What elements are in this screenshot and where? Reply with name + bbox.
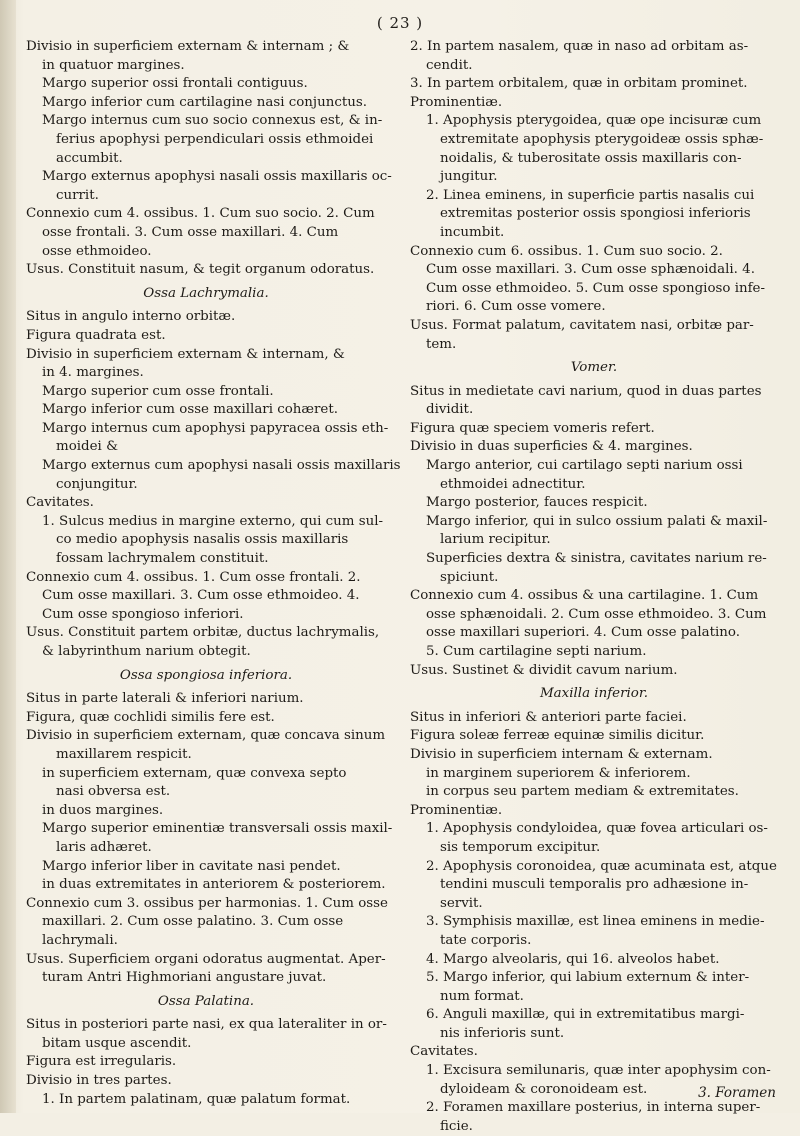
text-line: tendini musculi temporalis pro adhæsione in- xyxy=(440,877,749,893)
text-line: moidei & xyxy=(56,439,118,455)
text-line: Margo internus cum suo socio connexus est, & in- xyxy=(42,113,383,129)
text-line: co medio apophysis nasalis ossis maxillaris xyxy=(56,532,349,548)
text-line: Margo superior ossi frontali contiguus. xyxy=(42,76,308,92)
text-line: 2. In partem nasalem, quæ in naso ad orbitam as- xyxy=(410,39,749,54)
text-line: servit. xyxy=(440,895,483,911)
text-line: Divisio in superficiem externam & internam ; & xyxy=(26,39,350,54)
text-line: Margo inferior liber in cavitate nasi pendet. xyxy=(42,858,341,874)
text-line: Margo inferior cum cartilagine nasi conjunctus. xyxy=(42,94,367,110)
text-line: Prominentiæ. xyxy=(410,94,503,110)
text-line: Usus. Sustinet & dividit cavum narium. xyxy=(410,662,678,678)
text-line: in marginem superiorem & inferiorem. xyxy=(426,765,691,781)
text-line: Figura quæ speciem vomeris refert. xyxy=(410,420,655,436)
text-line: ficie. xyxy=(440,1118,473,1134)
text-line: turam Antri Highmoriani angustare juvat. xyxy=(42,970,327,986)
page-number: ( 23 ) xyxy=(376,14,424,32)
text-line: cendit. xyxy=(426,57,473,73)
text-line: Margo internus cum apophysi papyracea ossis eth- xyxy=(42,420,389,436)
left-column xyxy=(26,38,401,1109)
text-line: 1. Apophysis pterygoidea, quæ ope incisuræ cum xyxy=(426,113,762,129)
text-line: lachrymali. xyxy=(42,932,118,948)
text-line: 1. Sulcus medius in margine externo, qui cum sul- xyxy=(42,513,383,529)
text-line: Situs in parte laterali & inferiori narium. xyxy=(26,691,304,707)
text-line: osse ethmoideo. xyxy=(42,243,152,259)
catchword xyxy=(698,1085,776,1101)
text-line: incumbit. xyxy=(440,224,505,240)
text-line: Situs in posteriori parte nasi, ex qua lateraliter in or- xyxy=(26,1017,387,1033)
text-line: Situs in angulo interno orbitæ. xyxy=(26,309,236,325)
text-line: jungitur. xyxy=(440,169,498,185)
text-line: fossam lachrymalem constituit. xyxy=(56,551,269,567)
text-line: Usus. Constituit nasum, & tegit organum odoratus. xyxy=(26,262,375,278)
text-line: 2. Apophysis coronoidea, quæ acuminata est, atque xyxy=(426,858,777,874)
text-line: Margo externus apophysi nasali ossis maxillaris oc- xyxy=(42,169,392,185)
text-line: Divisio in superficiem internam & externam. xyxy=(410,746,713,762)
text-line: Cum osse ethmoideo. 5. Cum osse spongioso infe- xyxy=(426,280,766,296)
text-line: Connexio cum 6. ossibus. 1. Cum suo socio. 2. xyxy=(410,243,723,259)
text-line: Margo superior cum osse frontali. xyxy=(42,383,274,399)
text-line: extremitas posterior ossis spongiosi inferioris xyxy=(440,206,751,222)
text-line: 3. In partem orbitalem, quæ in orbitam prominet. xyxy=(410,76,748,92)
text-line: Margo externus cum apophysi nasali ossis maxillaris xyxy=(42,458,401,474)
text-line: 6. Anguli maxillæ, qui in extremitatibus margi- xyxy=(426,1007,745,1023)
text-line: Divisio in superficiem externam, quæ concava sinum xyxy=(26,728,386,744)
text-line: Divisio in superficiem externam & internam, & xyxy=(26,346,345,362)
section-heading: Ossa Lachrymalia. xyxy=(143,285,269,301)
text-line: Margo superior eminentiæ transversali ossis maxil- xyxy=(42,821,393,837)
text-line: currit. xyxy=(56,187,99,203)
text-line: Divisio in duas superficies & 4. margines. xyxy=(410,439,693,455)
text-line: laris adhæret. xyxy=(56,839,152,855)
text-line: nasi obversa est. xyxy=(56,784,171,800)
text-line: spiciunt. xyxy=(440,569,499,585)
text-line: nis inferioris sunt. xyxy=(440,1025,565,1041)
text-line: ethmoidei adnectitur. xyxy=(440,476,586,492)
text-line: osse sphænoidali. 2. Cum osse ethmoideo. 3. Cum xyxy=(426,606,767,622)
text-line: 1. In partem palatinam, quæ palatum format. xyxy=(42,1091,351,1107)
text-line: maxillarem respicit. xyxy=(56,746,192,762)
right-column xyxy=(410,38,778,1136)
text-line: Superficies dextra & sinistra, cavitates narium re- xyxy=(426,551,767,567)
text-line: Cavitates. xyxy=(410,1044,478,1060)
text-line: Cum osse maxillari. 3. Cum osse sphænoidali. 4. xyxy=(426,262,755,278)
text-line: extremitate apophysis pterygoideæ ossis sphæ- xyxy=(440,131,764,147)
text-line: Margo anterior, cui cartilago septi narium ossi xyxy=(426,458,743,474)
text-line: tem. xyxy=(426,336,457,352)
text-line: num format. xyxy=(440,988,524,1004)
text-line: Prominentiæ. xyxy=(410,802,503,818)
text-line: Usus. Format palatum, cavitatem nasi, orbitæ par- xyxy=(410,317,754,333)
text-line: osse frontali. 3. Cum osse maxillari. 4. Cum xyxy=(42,224,339,240)
text-line: maxillari. 2. Cum osse palatino. 3. Cum osse xyxy=(42,914,344,930)
text-line: Connexio cum 4. ossibus & una cartilagine. 1. Cum xyxy=(410,588,759,604)
text-line: ferius apophysi perpendiculari ossis ethmoidei xyxy=(56,131,374,147)
text-line: Cum osse maxillari. 3. Cum osse ethmoideo. 4. xyxy=(42,588,360,604)
section-heading: Maxilla inferior. xyxy=(539,686,649,702)
text-line: Figura quadrata est. xyxy=(26,327,166,343)
text-line: 2. Linea eminens, in superficie partis nasalis cui xyxy=(426,187,755,203)
text-line: Usus. Superficiem organi odoratus augmentat. Aper- xyxy=(26,951,386,967)
text-line: 5. Margo inferior, qui labium externum & inter- xyxy=(426,970,750,986)
text-line: 3. Symphisis maxillæ, est linea eminens in medie- xyxy=(426,914,765,930)
text-line: 5. Cum cartilagine septi narium. xyxy=(426,644,647,659)
text-line: conjungitur. xyxy=(56,476,138,492)
text-line: 1. Apophysis condyloidea, quæ fovea articulari os- xyxy=(426,821,768,837)
text-line: Margo inferior cum osse maxillari cohæret. xyxy=(42,402,338,418)
text-line: dividit. xyxy=(426,402,474,418)
text-line: in duas extremitates in anteriorem & posteriorem. xyxy=(42,877,386,893)
text-line: Cum osse spongioso inferiori. xyxy=(42,606,244,622)
text-line: & labyrinthum narium obtegit. xyxy=(42,644,251,659)
text-line: Usus. Constituit partem orbitæ, ductus lachrymalis, xyxy=(26,625,380,641)
text-line: in superficiem externam, quæ convexa septo xyxy=(42,765,347,781)
text-line: Connexio cum 4. ossibus. 1. Cum suo socio. 2. Cum xyxy=(26,206,375,222)
text-line: Figura, quæ cochlidi similis fere est. xyxy=(26,709,275,725)
text-line: sis temporum excipitur. xyxy=(440,839,601,855)
text-line: Situs in inferiori & anteriori parte faciei. xyxy=(410,709,687,725)
text-line: Figura est irregularis. xyxy=(26,1054,177,1070)
text-line: Margo posterior, fauces respicit. xyxy=(426,495,648,511)
text-line: larium recipitur. xyxy=(440,532,551,548)
text-line: Divisio in tres partes. xyxy=(26,1073,172,1089)
text-line: in 4. margines. xyxy=(42,365,144,381)
text-line: dyloideam & coronoideam est. xyxy=(440,1081,648,1097)
text-line: 4. Margo alveolaris, qui 16. alveolos habet. xyxy=(426,951,720,967)
text-line: riori. 6. Cum osse vomere. xyxy=(426,299,606,315)
text-line: tate corporis. xyxy=(440,932,532,948)
page-header xyxy=(0,14,800,32)
text-line: Connexio cum 4. ossibus. 1. Cum osse frontali. 2. xyxy=(26,569,361,585)
text-line: Situs in medietate cavi narium, quod in duas partes xyxy=(410,383,762,399)
text-line: accumbit. xyxy=(56,150,123,166)
text-line: osse maxillari superiori. 4. Cum osse palatino. xyxy=(426,625,740,641)
text-line: 2. Foramen maxillare posterius, in interna super- xyxy=(426,1100,761,1116)
section-heading: Ossa spongiosa inferiora. xyxy=(119,667,293,683)
text-line: in quatuor margines. xyxy=(42,57,185,73)
text-line: Connexio cum 3. ossibus per harmonias. 1. Cum osse xyxy=(26,895,388,911)
section-heading: Ossa Palatina. xyxy=(157,993,255,1009)
text-line: noidalis, & tuberositate ossis maxillaris con- xyxy=(440,150,742,166)
text-line: in corpus seu partem mediam & extremitates. xyxy=(426,784,739,800)
catchword-text: 3. Foramen xyxy=(698,1085,776,1101)
text-line: in duos margines. xyxy=(42,802,164,818)
section-heading: Vomer. xyxy=(570,360,618,376)
text-line: 1. Excisura semilunaris, quæ inter apophysim con- xyxy=(426,1063,771,1079)
text-line: Figura soleæ ferreæ equinæ similis dicitur. xyxy=(410,728,705,744)
text-line: bitam usque ascendit. xyxy=(42,1035,192,1051)
text-line: Cavitates. xyxy=(26,495,94,511)
page-binding-shadow xyxy=(0,0,16,1113)
text-line: Margo inferior, qui in sulco ossium palati & maxil- xyxy=(426,513,768,529)
